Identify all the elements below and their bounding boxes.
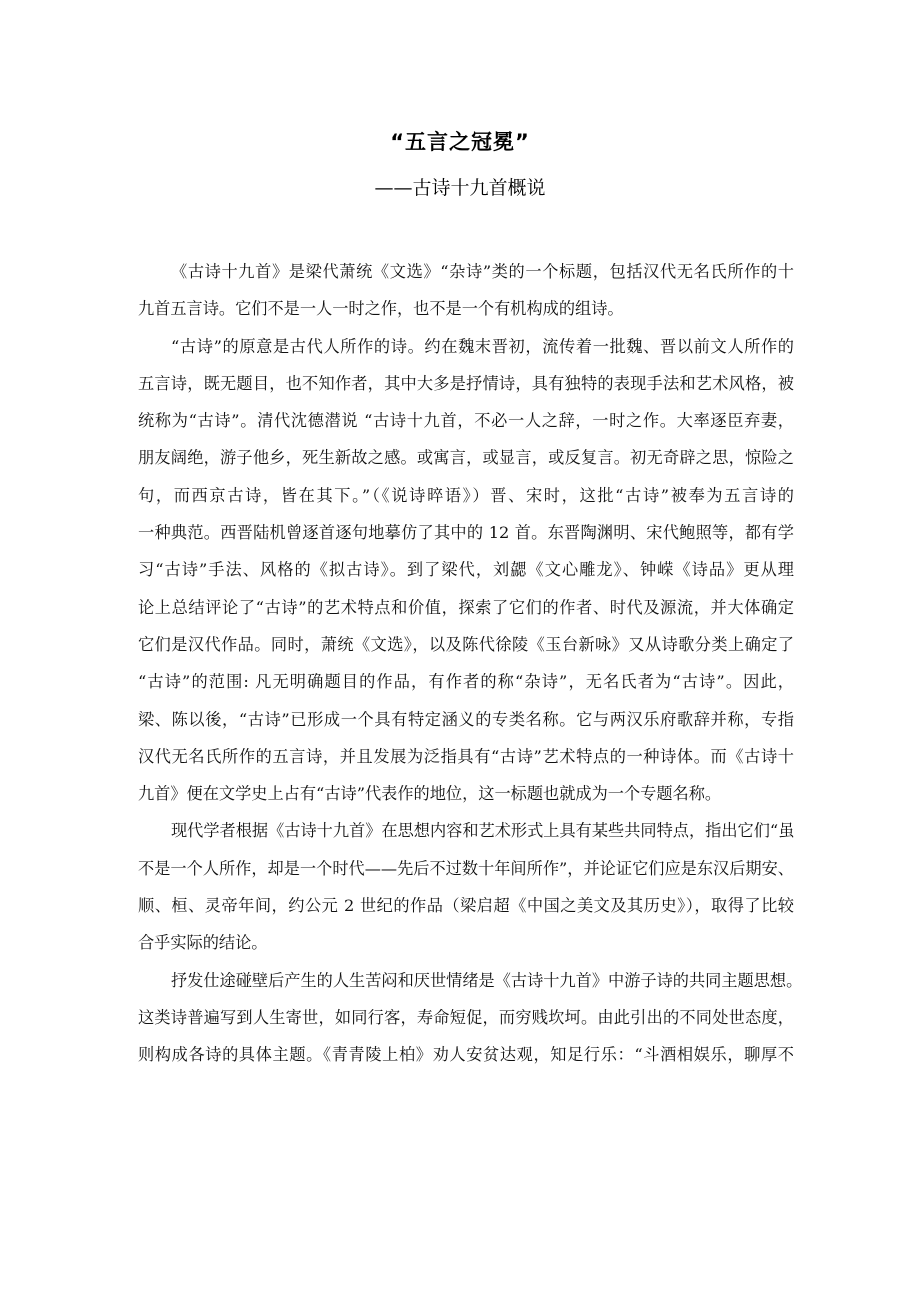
text-line: 梁、陈以後，“古诗”已形成一个具有特定涵义的专类名称。它与两汉乐府歌辞并称，专指	[138, 709, 794, 729]
text-line: 现代学者根据《古诗十九首》在思想内容和艺术形式上具有某些共同特点，指出它们“虽	[171, 821, 795, 841]
text-line: 九首》便在文学史上占有“古诗”代表作的地位，这一标题也就成为一个专题名称。	[138, 784, 722, 804]
text-line: 句，而西京古诗，皆在其下。”（《说诗晬语》）晋、宋时，这批“古诗”被奉为五言诗的	[138, 485, 794, 505]
text-line: “古诗”的原意是古代人所作的诗。约在魏末晋初，流传着一批魏、晋以前文人所作的	[171, 336, 794, 356]
text-line: 抒发仕途碰壁后产生的人生苦闷和厌世情绪是《古诗十九首》中游子诗的共同主题思想。	[171, 970, 803, 990]
text-line: 习“古诗”手法、风格的《拟古诗》。到了梁代，刘勰《文心雕龙》、钟嵘《诗品》更从理	[138, 560, 794, 580]
document-body	[138, 253, 803, 1074]
text-line: 汉代无名氏所作的五言诗，并且发展为泛指具有“古诗”艺术特点的一种诗体。而《古诗十	[138, 746, 794, 766]
text-line: 则构成各诗的具体主题。《青青陵上柏》劝人安贫达观，知足行乐：“斗酒相娱乐，聊厚不	[138, 1045, 794, 1065]
text-line: 一种典范。西晋陆机曾逐首逐句地摹仿了其中的 12 首。东晋陶渊明、宋代鲍照等，都有学	[138, 523, 794, 543]
text-line: 朋友阔绝，游子他乡，死生新故之感。或寓言，或显言，或反复言。初无奇辟之思，惊险之	[138, 448, 794, 468]
text-line: 不是一个人所作，却是一个时代——先后不过数十年间所作”，并论证它们应是东汉后期安、	[138, 858, 794, 878]
text-line: “古诗”的范围: 凡无明确题目的作品，有作者的称“杂诗”，无名氏者为“古诗”。因此，	[138, 672, 794, 692]
text-line: 这类诗普遍写到人生寄世，如同行客，寿命短促，而穷贱坎坷。由此引出的不同处世态度，	[138, 1007, 794, 1027]
text-line: 它们是汉代作品。同时，萧统《文选》，以及陈代徐陵《玉台新咏》又从诗歌分类上确定了	[138, 634, 794, 654]
document-subtitle: ——古诗十九首概说	[374, 177, 546, 199]
text-line: 论上总结评论了“古诗”的艺术特点和价值，探索了它们的作者、时代及源流，并大体确定	[138, 597, 794, 617]
text-line: 五言诗，既无题目，也不知作者，其中大多是抒情诗，具有独特的表现手法和艺术风格，被	[138, 373, 794, 393]
document-title: “五言之冠冕”	[390, 130, 530, 154]
text-line: 九首五言诗。它们不是一人一时之作，也不是一个有机构成的组诗。	[138, 299, 624, 319]
text-line: 顺、桓、灵帝年间，约公元 2 世纪的作品（梁启超《中国之美文及其历史》），取得了比较	[138, 896, 794, 916]
text-line: 《古诗十九首》是梁代萧统《文选》“杂诗”类的一个标题，包括汉代无名氏所作的十	[171, 262, 794, 281]
text-line: 合乎实际的结论。	[138, 933, 268, 953]
text-line: 统称为“古诗”。清代沈德潜说 “古诗十九首，不必一人之辞，一时之作。大率逐臣弃妻，	[138, 411, 794, 431]
